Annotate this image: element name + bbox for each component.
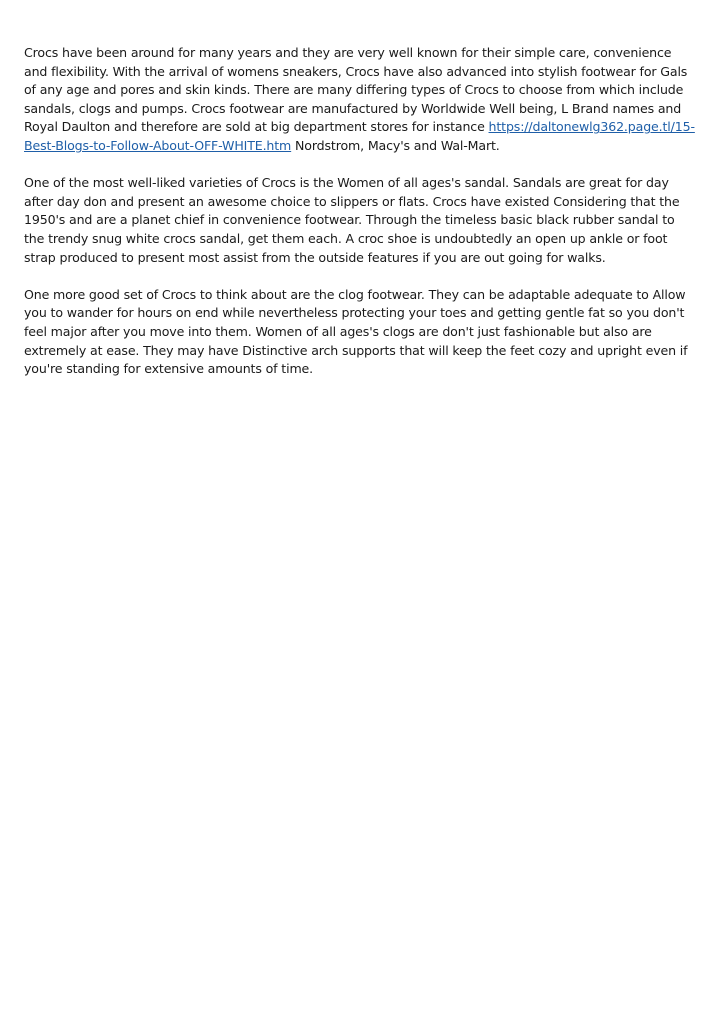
paragraph-1: [24, 44, 698, 156]
paragraph-1-text-before-link: Crocs have been around for many years and they are very well known for their simple care, convenience and flexibility. With the arrival of womens sneakers, Crocs have also advanced into stylish footwear for Gals of any age and pores and skin kinds. There are many differing types of Crocs to choose from which include sandals, clogs and pumps. Crocs footwear are manufactured by Worldwide Well being, L Brand names and Royal Daulton and therefore are sold at big department stores for instance: [24, 45, 688, 135]
paragraph-2: One of the most well-liked varieties of Crocs is the Women of all ages's sandal. Sandals are great for day after day don and present an awesome choice to slippers or flats. Crocs have existed Considering that the 1950's and are a planet chief in convenience footwear. Through the timeless basic black rubber sandal to the trendy snug white crocs sandal, get them each. A croc shoe is undoubtedly an open up ankle or foot strap produced to present most assist from the outside features if you are out going for walks.: [24, 175, 680, 265]
paragraph-1-text-after-link: Nordstrom, Macy's and Wal-Mart.: [291, 137, 500, 153]
blog-link[interactable]: https://daltonewlg362.page.tl/15-Best-Blogs-to-Follow-About-OFF-WHITE.htm: [24, 119, 695, 153]
document-body: [24, 44, 698, 397]
paragraph-3: One more good set of Crocs to think about are the clog footwear. They can be adaptable adequate to Allow you to wander for hours on end while nevertheless protecting your toes and getting gentle fat so you don't feel major after you move into them. Women of all ages's clogs are don't just fashionable but also are extremely at ease. They may have Distinctive arch supports that will keep the feet cozy and upright even if you're standing for extensive amounts of time.: [24, 286, 688, 377]
